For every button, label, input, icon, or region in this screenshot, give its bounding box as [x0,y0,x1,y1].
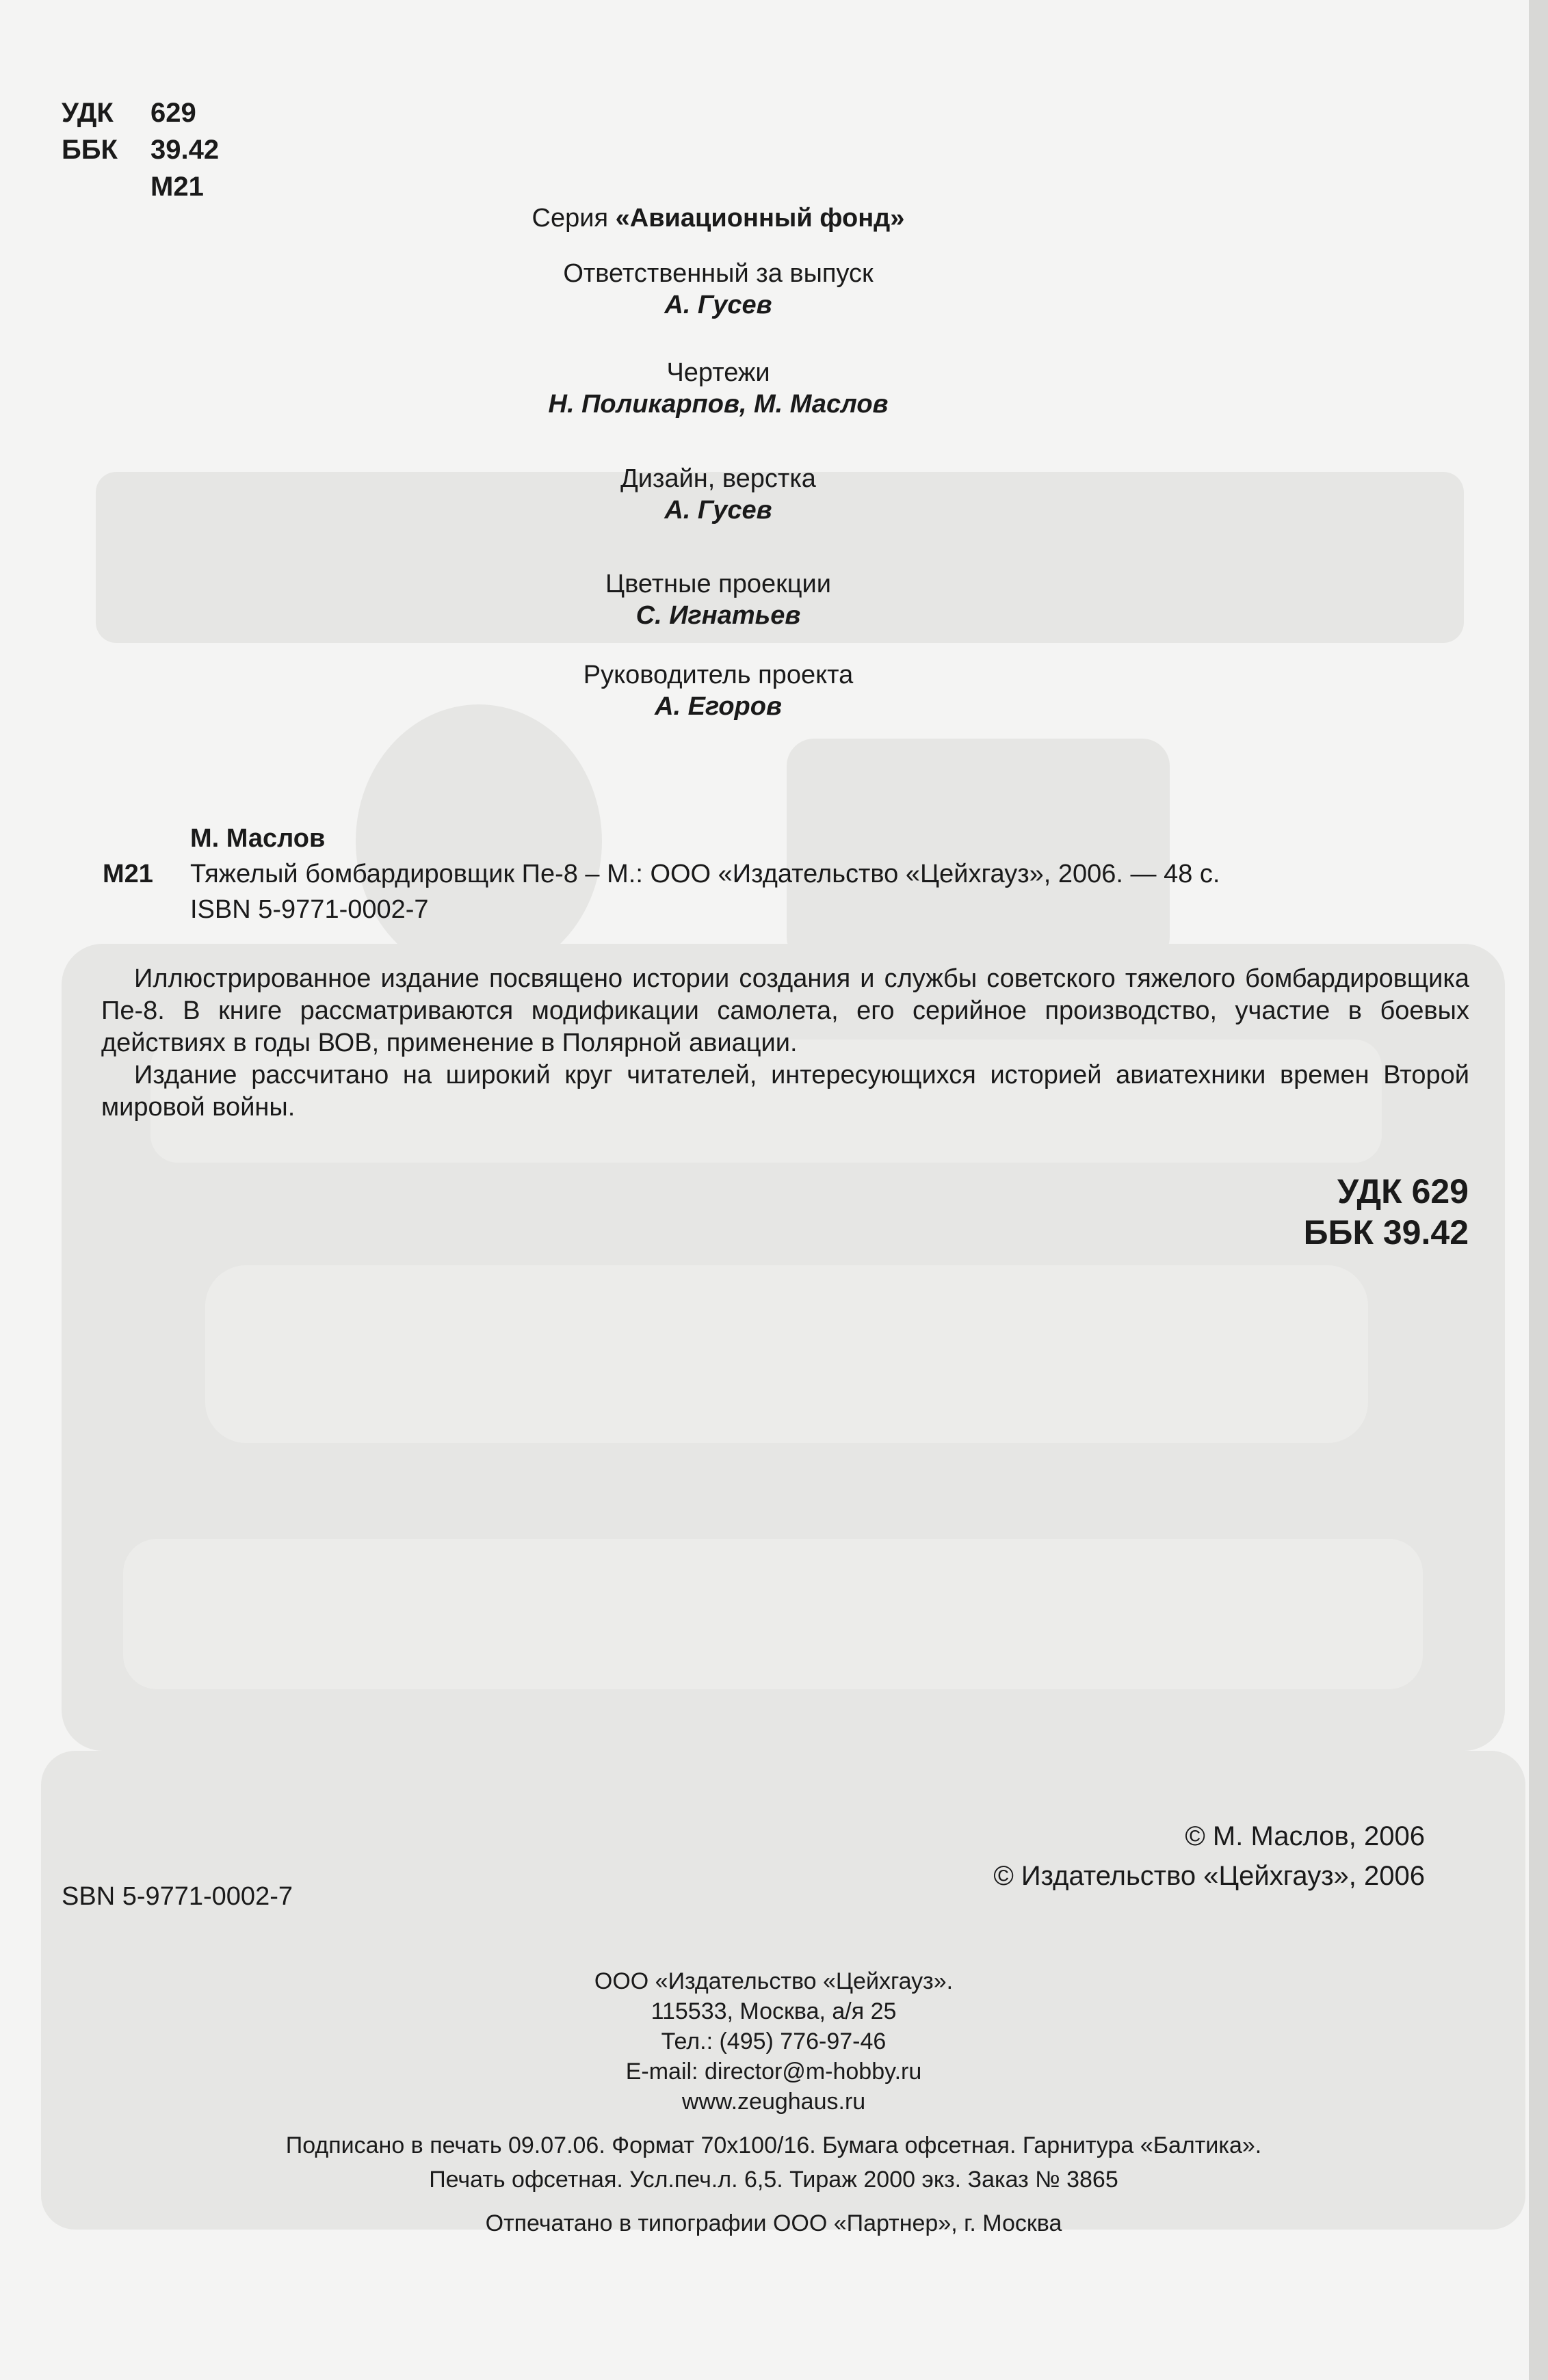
bib-isbn: ISBN 5-9771-0002-7 [190,895,429,924]
credit-role: Ответственный за выпуск [563,259,874,288]
bbk-code: ББК 39.42 [1303,1213,1469,1252]
publisher-info [397,1966,1150,2117]
print-line: Печать офсетная. Усл.печ.л. 6,5. Тираж 2000 экз. Заказ № 3865 [429,2167,1118,2193]
code-label: ББК [62,135,118,165]
isbn-footer: SBN 5-9771-0002-7 [62,1882,293,1911]
credit-role: Чертежи [666,358,770,387]
credit-name: С. Игнатьев [635,601,801,630]
code-value: 39.42 [150,135,220,165]
copyright-author: © М. Маслов, 2006 [1185,1821,1425,1851]
bbk-row [62,131,219,168]
series-prefix: Серия [532,204,616,233]
author-mark-row [62,168,219,205]
abstract-paragraph: Иллюстрированное издание посвящено истории создания и службы советского тяжелого бомбардировщика Пе-8. В книге рассматриваются модификации самолета, его серийное производство, участие в боевых действиях в годы ВОВ, применение в Полярной авиации. [101,964,1469,1057]
code-value: 629 [150,98,196,128]
credit-role: Руководитель проекта [583,661,854,689]
bib-author: М. Маслов [190,824,326,853]
credit-name: А. Егоров [655,692,782,721]
copyright-block [993,1816,1425,1896]
credit-role: Цветные проекции [605,570,831,598]
print-info [158,2128,1389,2240]
abstract-paragraph: Издание рассчитано на широкий круг читателей, интересующихся историей авиатехники времен Второй мировой войны. [101,1061,1469,1122]
credit-design [479,463,958,526]
credit-release [479,258,958,321]
udk-row [62,94,219,131]
publisher-website[interactable]: www.zeughaus.ru [681,2089,866,2115]
publisher-address: 115533, Москва, а/я 25 [651,1998,897,2024]
credit-name: А. Гусев [664,291,772,319]
publisher-email: E-mail: director@m-hobby.ru [625,2059,922,2085]
series-name: «Авиационный фонд» [615,204,905,233]
codes-right [1304,1171,1469,1253]
credit-name: А. Гусев [664,496,772,525]
copyright-publisher: © Издательство «Цейхгауз», 2006 [993,1861,1425,1891]
udk-code: УДК 629 [1337,1172,1469,1211]
series-line [479,202,958,234]
bib-description: Тяжелый бомбардировщик Пе-8 – М.: ООО «Издательство «Цейхгауз», 2006. — 48 с. [190,860,1220,888]
credit-role: Дизайн, верстка [620,464,816,493]
publisher-name: ООО «Издательство «Цейхгауз». [594,1968,954,1994]
code-label: УДК [62,98,114,128]
credit-color-profiles [479,568,958,631]
credit-name: Н. Поликарпов, М. Маслов [548,390,889,419]
classification-codes [62,94,219,205]
publisher-phone: Тел.: (495) 776-97-46 [661,2028,887,2054]
credit-drawings [479,357,958,420]
credit-project-lead [479,659,958,722]
print-line: Подписано в печать 09.07.06. Формат 70х100/16. Бумага офсетная. Гарнитура «Балтика». [285,2132,1262,2158]
print-line: Отпечатано в типографии ООО «Партнер», г. Москва [485,2210,1062,2236]
abstract [101,963,1469,1124]
code-value: М21 [150,172,204,202]
bib-code: М21 [103,860,153,888]
